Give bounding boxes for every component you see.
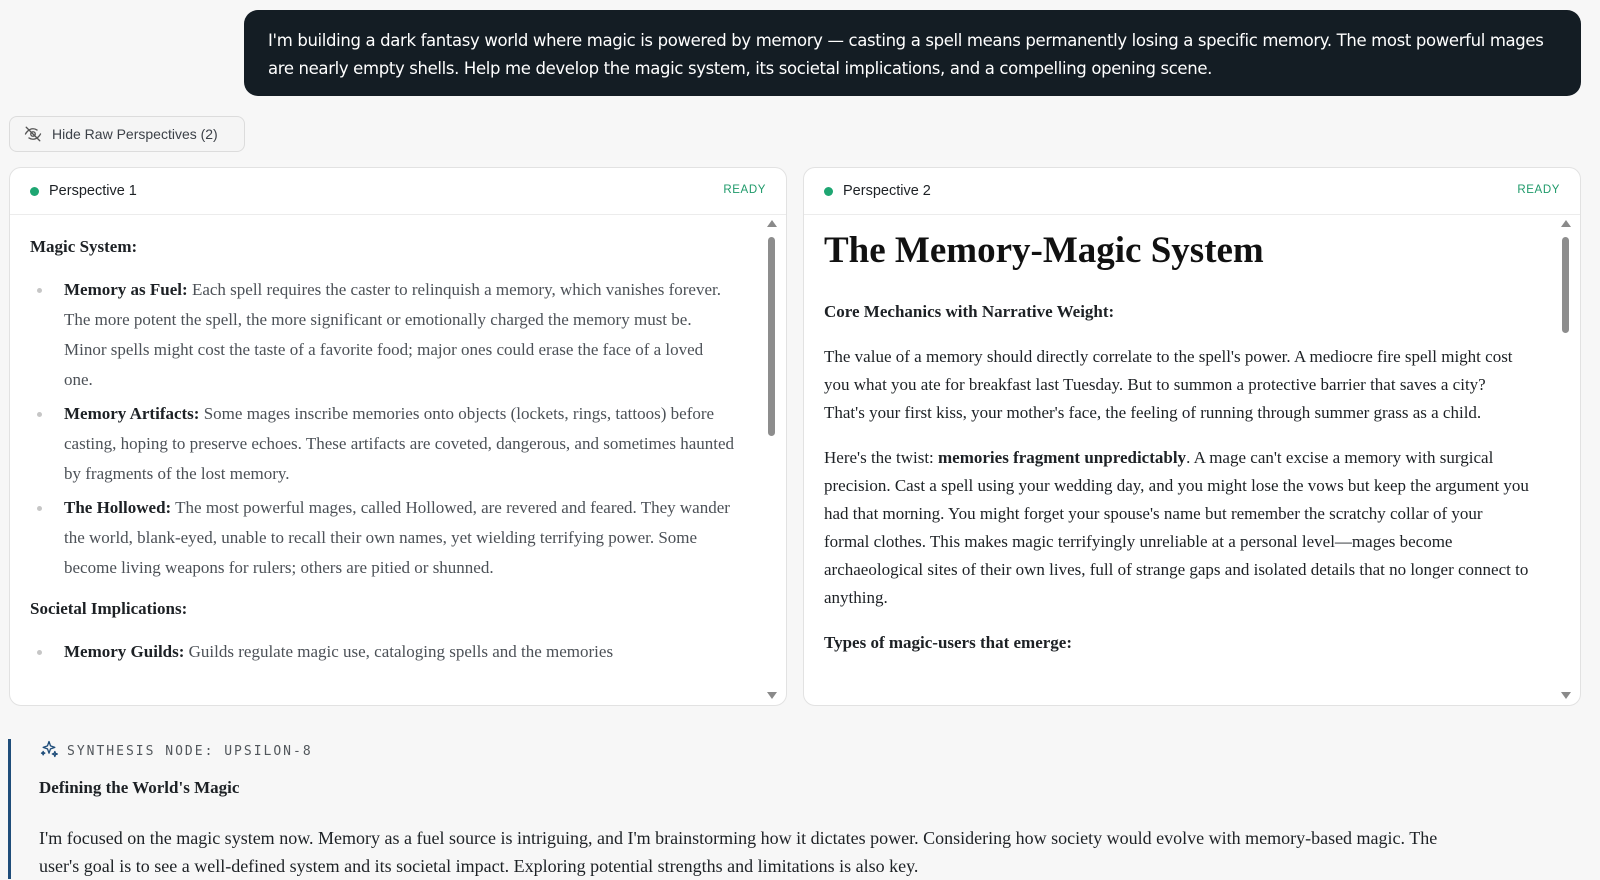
user-message-bubble bbox=[244, 10, 1581, 96]
panel-title: Perspective 1 bbox=[49, 183, 137, 199]
item-term: The Hollowed: bbox=[64, 498, 172, 517]
status-dot bbox=[30, 187, 39, 196]
synthesis-section bbox=[8, 739, 1591, 879]
panel-header bbox=[804, 168, 1580, 215]
item-text: The most powerful mages, called Hollowed, are revered and feared. They wander the world, blank-eyed, unable to recall their own names, yet wielding terrifying power. Some become living weapons for rulers; others are pitied or shunned. bbox=[64, 498, 730, 577]
bullet-list bbox=[30, 275, 736, 583]
status-badge: READY bbox=[1517, 184, 1560, 196]
bullet-list bbox=[30, 637, 736, 667]
hide-raw-perspectives-label: Hide Raw Perspectives (2) bbox=[52, 126, 218, 142]
paragraph bbox=[824, 444, 1530, 612]
sparkle-icon bbox=[39, 739, 59, 763]
status-badge: READY bbox=[723, 184, 766, 196]
item-text: Some mages inscribe memories onto objects (lockets, rings, tattoos) before casting, hoping to preserve echoes. These artifacts are coveted, dangerous, and sometimes haunted by fragments of the lost memory. bbox=[64, 404, 735, 483]
panel-title: Perspective 2 bbox=[843, 183, 931, 199]
perspective-panel-2 bbox=[803, 167, 1581, 706]
synthesis-title: Defining the World's Magic bbox=[39, 778, 240, 797]
scroll-down-arrow-icon[interactable] bbox=[767, 692, 777, 699]
hide-raw-perspectives-button[interactable] bbox=[9, 116, 245, 152]
item-text: Each spell requires the caster to relinquish a memory, which vanishes forever. The more potent the spell, the more significant or emotionally charged the memory must be. Minor spells might cost the taste of a favorite food; major ones could erase the face of a loved one. bbox=[64, 280, 721, 389]
section-heading: Types of magic-users that emerge: bbox=[824, 633, 1073, 652]
list-item bbox=[30, 493, 736, 583]
perspective-panel-1 bbox=[9, 167, 787, 706]
scrollbar-thumb[interactable] bbox=[1562, 237, 1569, 333]
list-item bbox=[30, 275, 736, 395]
section-heading: Magic System: bbox=[30, 237, 138, 256]
content-title: The Memory-Magic System bbox=[824, 230, 1264, 271]
panel-content bbox=[10, 215, 786, 705]
item-term: Memory as Fuel: bbox=[64, 280, 188, 299]
scroll-down-arrow-icon[interactable] bbox=[1561, 692, 1571, 699]
paragraph-text: Here's the twist: bbox=[824, 448, 939, 467]
item-text: Guilds regulate magic use, cataloging spells and the memories bbox=[188, 642, 614, 661]
status-dot bbox=[824, 187, 833, 196]
list-item bbox=[30, 637, 736, 667]
panel-content bbox=[804, 215, 1580, 705]
scrollbar-thumb[interactable] bbox=[768, 237, 775, 436]
section-heading: Societal Implications: bbox=[30, 599, 188, 618]
scrollbar[interactable] bbox=[766, 220, 778, 699]
item-term: Memory Artifacts: bbox=[64, 404, 200, 423]
emphasis-text: memories fragment unpredictably bbox=[938, 448, 1187, 467]
section-heading: Core Mechanics with Narrative Weight: bbox=[824, 302, 1115, 321]
scrollbar[interactable] bbox=[1560, 220, 1572, 699]
synthesis-body: I'm focused on the magic system now. Memory as a fuel source is intriguing, and I'm brainstorming how it dictates power. Considering how society would evolve with memory-based magic. The user's goal is to see a well-defined system and its societal impact. Exploring potential strengths and limitations is also key. bbox=[39, 828, 1438, 876]
paragraph: The value of a memory should directly correlate to the spell's power. A mediocre fire spell might cost you what you ate for breakfast last Tuesday. But to summon a protective barrier that saves a city? That's your first kiss, your mother's face, the feeling of running through summer grass as a child. bbox=[824, 347, 1513, 422]
eye-off-icon bbox=[24, 125, 42, 143]
panel-header bbox=[10, 168, 786, 215]
user-message-text: I'm building a dark fantasy world where magic is powered by memory — casting a spell means permanently losing a specific memory. The most powerful mages are nearly empty shells. Help me develop the magic system, its societal implications, and a compelling opening scene. bbox=[268, 31, 1544, 78]
item-term: Memory Guilds: bbox=[64, 642, 185, 661]
synthesis-label-text: SYNTHESIS NODE: UPSILON-8 bbox=[67, 743, 313, 759]
synthesis-label bbox=[39, 739, 313, 763]
paragraph-text: . A mage can't excise a memory with surgical precision. Cast a spell using your wedding day, and you might lose the vows but keep the argument you had that morning. You might forget your spouse's name but remember the scratchy collar of your formal clothes. This makes magic terrifyingly unreliable at a personal level—mages become archaeological sites of their own lives, full of strange gaps and isolated details that no longer connect to anything. bbox=[824, 448, 1529, 607]
scroll-up-arrow-icon[interactable] bbox=[767, 220, 777, 227]
list-item bbox=[30, 399, 736, 489]
scroll-up-arrow-icon[interactable] bbox=[1561, 220, 1571, 227]
